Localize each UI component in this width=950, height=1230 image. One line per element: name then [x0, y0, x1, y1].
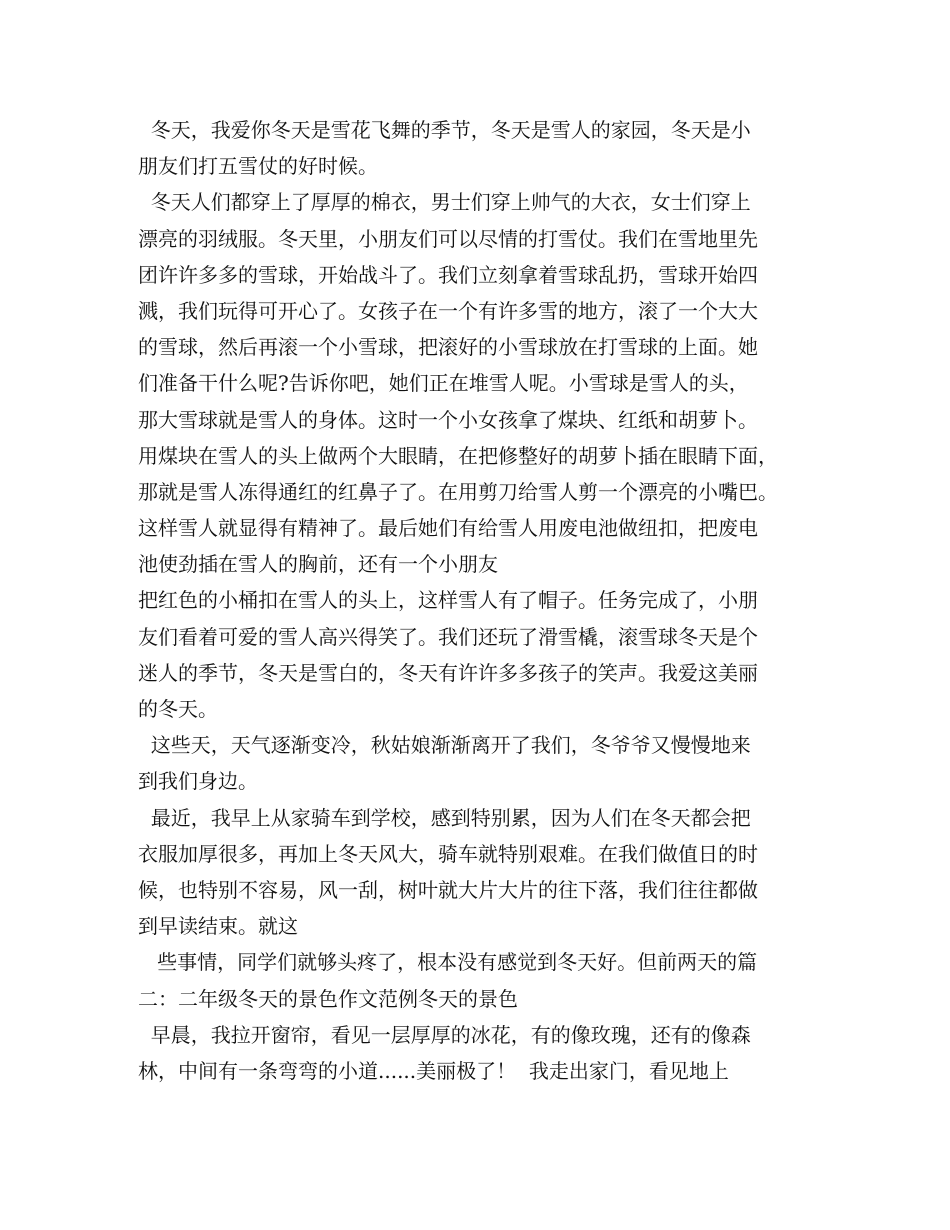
text-line: 到我们身边。 [138, 769, 258, 794]
text-line: 池使劲插在雪人的胸前，还有一个小朋友 [138, 552, 498, 577]
text-line: 这些天，天气逐渐变冷，秋姑娘渐渐离开了我们，冬爷爷又慢慢地来 [138, 733, 751, 758]
text-line: 朋友们打五雪仗的好时候。 [138, 154, 378, 179]
text-line: 的雪球，然后再滚一个小雪球，把滚好的小雪球放在打雪球的上面。她 [138, 335, 758, 360]
text-line: 的冬天。 [138, 697, 218, 721]
text-line: 把红色的小桶扣在雪人的头上，这样雪人有了帽子。任务完成了，小朋 [138, 588, 758, 613]
text-line: 那就是雪人冻得通红的红鼻子了。在用剪刀给雪人剪一个漂亮的小嘴巴。 [138, 479, 778, 504]
text-line: 那大雪球就是雪人的身体。这时一个小女孩拿了煤块、红纸和胡萝卜。 [138, 407, 758, 432]
text-line: 团许许多多的雪球，开始战斗了。我们立刻拿着雪球乱扔，雪球开始四 [138, 262, 758, 287]
text-line: 二：二年级冬天的景色作文范例冬天的景色 [138, 986, 518, 1011]
text-line: 冬天人们都穿上了厚厚的棉衣，男士们穿上帅气的大衣，女士们穿上 [138, 190, 751, 215]
text-line: 这样雪人就显得有精神了。最后她们有给雪人用废电池做纽扣，把废电 [138, 516, 758, 541]
essay-text [138, 112, 838, 1089]
text-line: 到早读结束。就这 [138, 914, 298, 939]
text-line: 用煤块在雪人的头上做两个大眼睛，在把修整好的胡萝卜插在眼睛下面， [138, 443, 778, 468]
text-line: 最近，我早上从家骑车到学校，感到特别累，因为人们在冬天都会把 [138, 805, 751, 830]
text-line: 早晨，我拉开窗帘，看见一层厚厚的冰花，有的像玫瑰，还有的像森 [138, 1022, 751, 1047]
text-line: 冬天，我爱你冬天是雪花飞舞的季节，冬天是雪人的家园，冬天是小 [138, 118, 751, 142]
text-line: 迷人的季节，冬天是雪白的，冬天有许许多多孩子的笑声。我爱这美丽 [138, 660, 758, 685]
text-line: 们准备干什么呢?告诉你吧，她们正在堆雪人呢。小雪球是雪人的头， [138, 371, 749, 396]
text-line: 友们看着可爱的雪人高兴得笑了。我们还玩了滑雪橇，滚雪球冬天是个 [138, 624, 758, 649]
text-line: 些事情，同学们就够头疼了，根本没有感觉到冬天好。但前两天的篇 [138, 950, 758, 975]
text-line: 衣服加厚很多，再加上冬天风大，骑车就特别艰难。在我们做值日的时 [138, 841, 758, 866]
text-line: 漂亮的羽绒服。冬天里，小朋友们可以尽情的打雪仗。我们在雪地里先 [138, 226, 758, 251]
text-line: 林，中间有一条弯弯的小道......美丽极了！ 我走出家门，看见地上 [138, 1058, 729, 1083]
text-line: 溅，我们玩得可开心了。女孩子在一个有许多雪的地方，滚了一个大大 [138, 298, 758, 323]
text-line: 候，也特别不容易，风一刮，树叶就大片大片的往下落，我们往往都做 [138, 877, 758, 902]
